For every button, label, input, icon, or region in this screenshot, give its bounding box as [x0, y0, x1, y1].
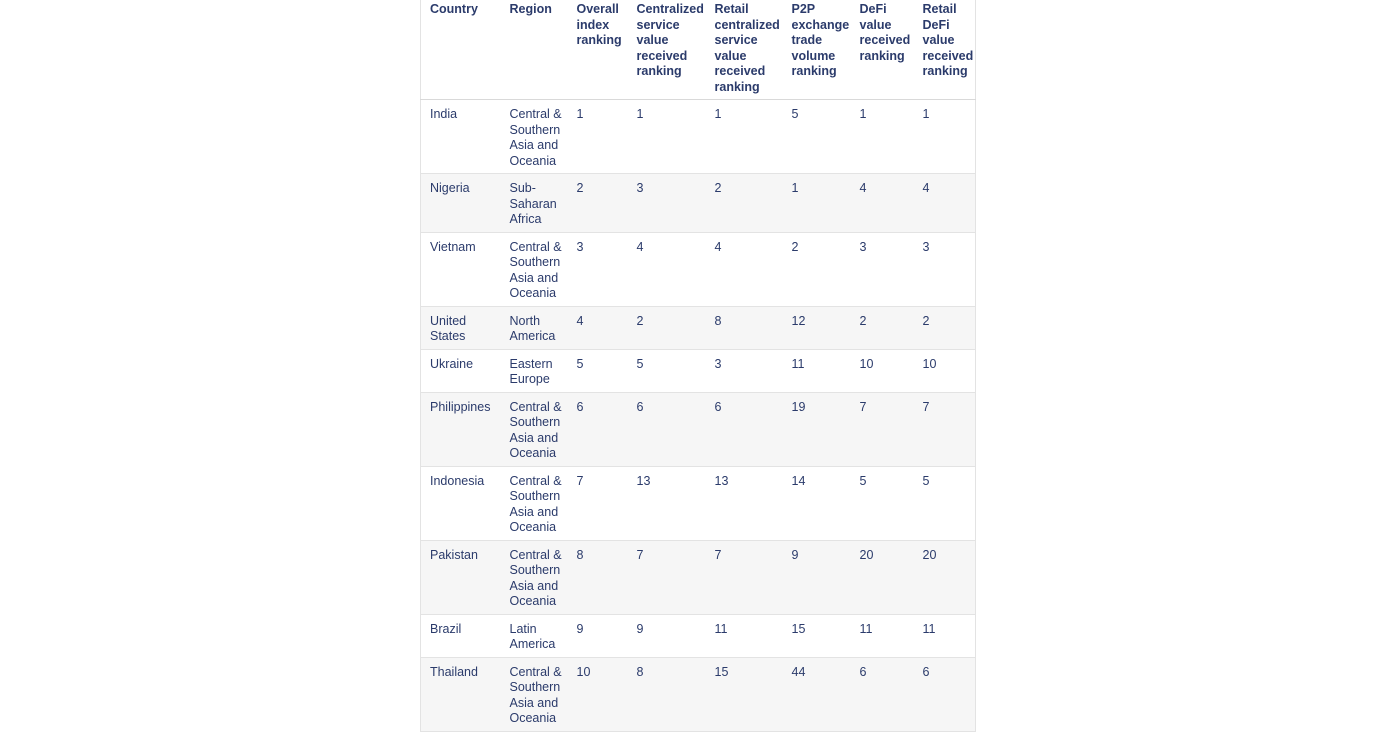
- cell-overall: 4: [568, 306, 628, 349]
- cell-retailcentral: 2: [706, 174, 783, 233]
- cell-retaildefi: 1: [914, 100, 976, 174]
- cell-retailcentral: 15: [706, 657, 783, 731]
- cell-country: Philippines: [421, 392, 501, 466]
- cell-country: Nigeria: [421, 174, 501, 233]
- cell-centralized: 7: [628, 540, 706, 614]
- cell-p2p: 5: [783, 100, 851, 174]
- cell-defi: 10: [851, 349, 914, 392]
- cell-retaildefi: 6: [914, 657, 976, 731]
- cell-centralized: 13: [628, 466, 706, 540]
- cell-country: Ukraine: [421, 349, 501, 392]
- cell-region: Sub-Saharan Africa: [501, 174, 568, 233]
- cell-region: Central & Southern Asia and Oceania: [501, 466, 568, 540]
- cell-region: Central & Southern Asia and Oceania: [501, 232, 568, 306]
- cell-retailcentral: 1: [706, 100, 783, 174]
- cell-p2p: 9: [783, 540, 851, 614]
- cell-region: Eastern Europe: [501, 349, 568, 392]
- cell-overall: 1: [568, 100, 628, 174]
- table-row-thailand: [421, 657, 976, 731]
- cell-p2p: 2: [783, 232, 851, 306]
- cell-region: Central & Southern Asia and Oceania: [501, 657, 568, 731]
- cell-overall: 7: [568, 466, 628, 540]
- cell-retaildefi: 7: [914, 392, 976, 466]
- cell-p2p: 11: [783, 349, 851, 392]
- table-row-nigeria: [421, 174, 976, 233]
- cell-retailcentral: 13: [706, 466, 783, 540]
- cell-retailcentral: 4: [706, 232, 783, 306]
- cell-defi: 20: [851, 540, 914, 614]
- cell-p2p: 19: [783, 392, 851, 466]
- cell-region: North America: [501, 306, 568, 349]
- cell-retailcentral: 11: [706, 614, 783, 657]
- header-cell-country: Country: [421, 0, 501, 100]
- header-cell-retailcentral: Retail centralized service value received ranking: [706, 0, 783, 100]
- cell-retailcentral: 8: [706, 306, 783, 349]
- table-row-ukraine: [421, 349, 976, 392]
- cell-retailcentral: 3: [706, 349, 783, 392]
- table-body: [421, 100, 976, 732]
- header-cell-region: Region: [501, 0, 568, 100]
- cell-defi: 2: [851, 306, 914, 349]
- cell-p2p: 12: [783, 306, 851, 349]
- cell-retailcentral: 7: [706, 540, 783, 614]
- cell-p2p: 44: [783, 657, 851, 731]
- cell-country: Vietnam: [421, 232, 501, 306]
- cell-country: India: [421, 100, 501, 174]
- cell-centralized: 3: [628, 174, 706, 233]
- cell-defi: 6: [851, 657, 914, 731]
- table-row-philippines: [421, 392, 976, 466]
- cell-overall: 3: [568, 232, 628, 306]
- cell-retailcentral: 6: [706, 392, 783, 466]
- header-cell-p2p: P2P exchange trade volume ranking: [783, 0, 851, 100]
- cell-defi: 5: [851, 466, 914, 540]
- cell-country: United States: [421, 306, 501, 349]
- header-cell-retaildefi: Retail DeFi value received ranking: [914, 0, 976, 100]
- cell-centralized: 9: [628, 614, 706, 657]
- cell-retaildefi: 5: [914, 466, 976, 540]
- table-row-pakistan: [421, 540, 976, 614]
- cell-defi: 3: [851, 232, 914, 306]
- cell-overall: 10: [568, 657, 628, 731]
- cell-country: Thailand: [421, 657, 501, 731]
- header-row: [421, 0, 976, 100]
- cell-defi: 7: [851, 392, 914, 466]
- cell-region: Latin America: [501, 614, 568, 657]
- crypto-adoption-ranking-table: [420, 0, 976, 732]
- cell-defi: 1: [851, 100, 914, 174]
- cell-centralized: 4: [628, 232, 706, 306]
- table-row-brazil: [421, 614, 976, 657]
- cell-country: Indonesia: [421, 466, 501, 540]
- cell-centralized: 1: [628, 100, 706, 174]
- cell-overall: 8: [568, 540, 628, 614]
- cell-country: Brazil: [421, 614, 501, 657]
- cell-retaildefi: 20: [914, 540, 976, 614]
- cell-region: Central & Southern Asia and Oceania: [501, 540, 568, 614]
- cell-overall: 9: [568, 614, 628, 657]
- table-row-vietnam: [421, 232, 976, 306]
- cell-retaildefi: 3: [914, 232, 976, 306]
- cell-defi: 11: [851, 614, 914, 657]
- cell-centralized: 2: [628, 306, 706, 349]
- table-row-indonesia: [421, 466, 976, 540]
- cell-centralized: 8: [628, 657, 706, 731]
- header-cell-overall: Overall index ranking: [568, 0, 628, 100]
- cell-retaildefi: 10: [914, 349, 976, 392]
- cell-retaildefi: 4: [914, 174, 976, 233]
- cell-defi: 4: [851, 174, 914, 233]
- header-cell-defi: DeFi value received ranking: [851, 0, 914, 100]
- table-row-united-states: [421, 306, 976, 349]
- cell-overall: 5: [568, 349, 628, 392]
- cell-retaildefi: 2: [914, 306, 976, 349]
- cell-centralized: 5: [628, 349, 706, 392]
- cell-p2p: 15: [783, 614, 851, 657]
- cell-overall: 2: [568, 174, 628, 233]
- cell-p2p: 14: [783, 466, 851, 540]
- table-row-india: [421, 100, 976, 174]
- cell-region: Central & Southern Asia and Oceania: [501, 392, 568, 466]
- cell-overall: 6: [568, 392, 628, 466]
- cell-country: Pakistan: [421, 540, 501, 614]
- cell-p2p: 1: [783, 174, 851, 233]
- header-cell-centralized: Centralized service value received ranking: [628, 0, 706, 100]
- cell-region: Central & Southern Asia and Oceania: [501, 100, 568, 174]
- cell-centralized: 6: [628, 392, 706, 466]
- cell-retaildefi: 11: [914, 614, 976, 657]
